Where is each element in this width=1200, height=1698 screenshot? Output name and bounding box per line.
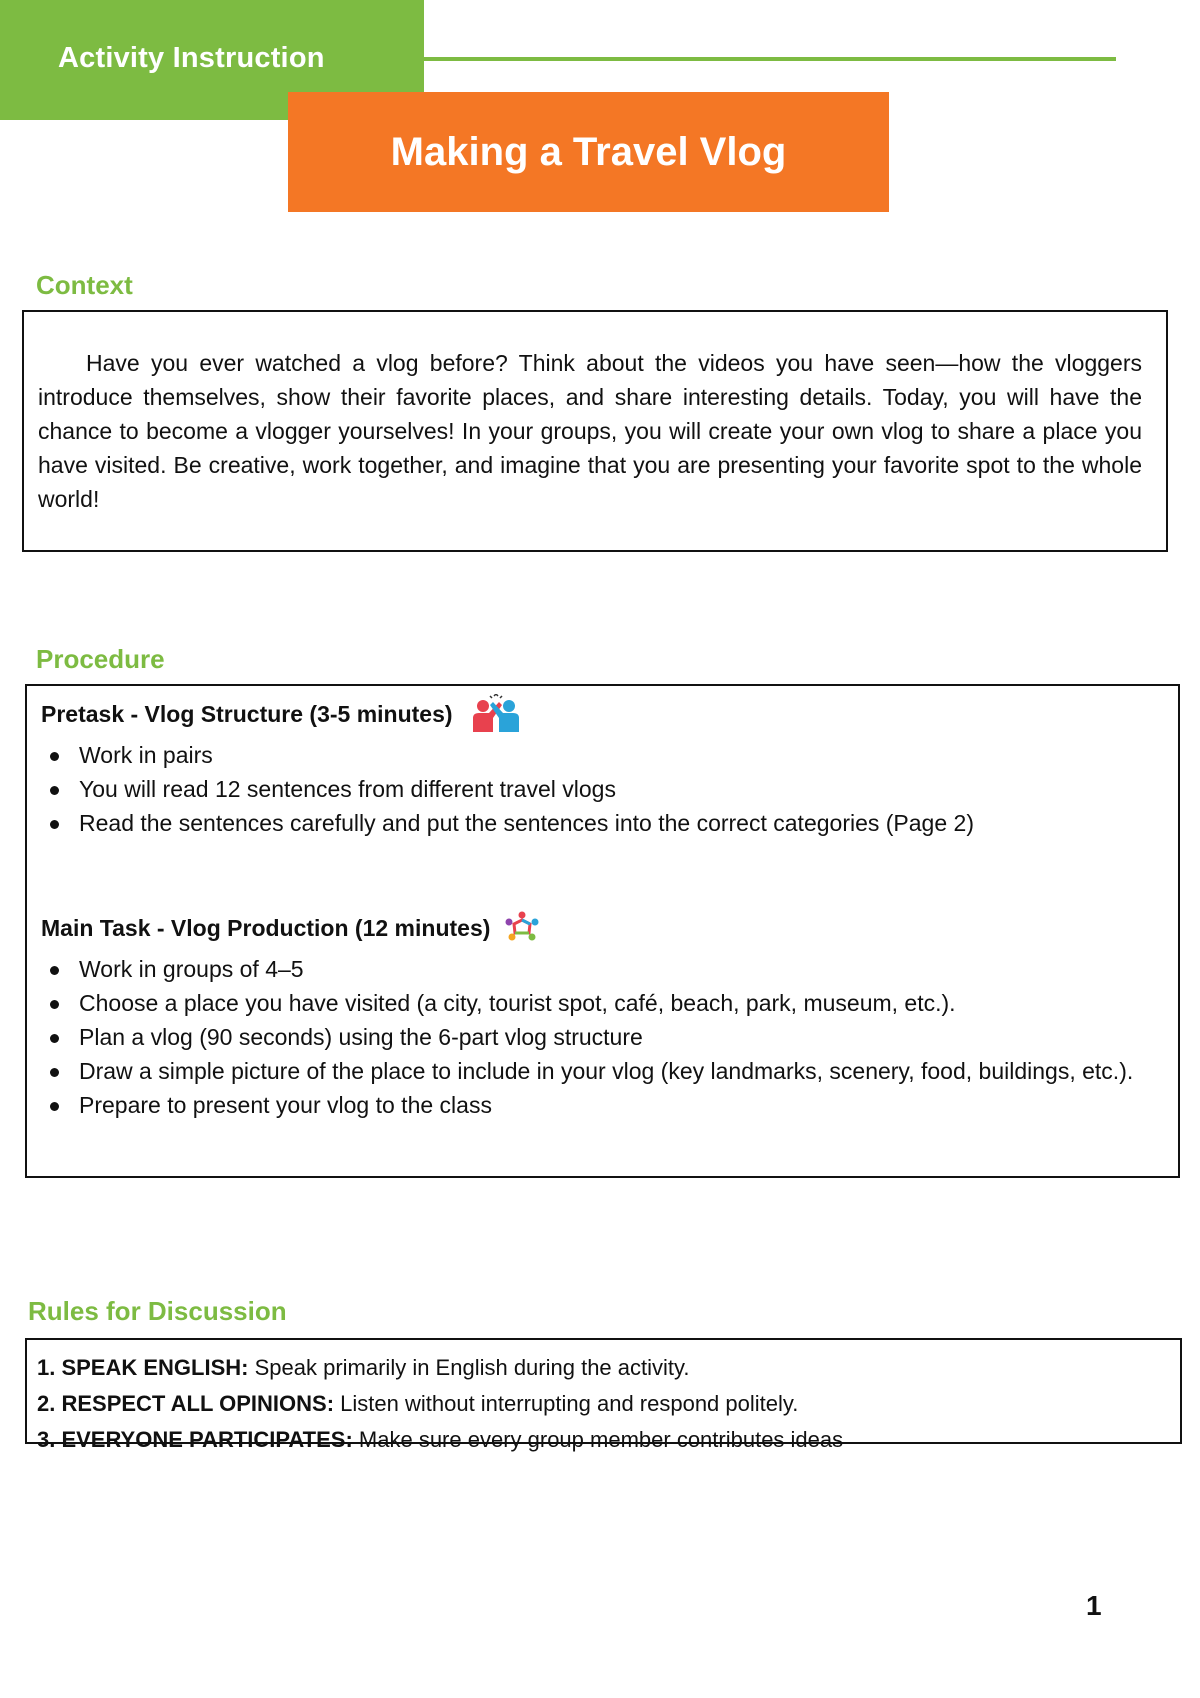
activity-instruction-label: Activity Instruction [58, 42, 325, 74]
rule-text: Listen without interrupting and respond politely. [334, 1391, 799, 1416]
context-box [22, 310, 1168, 552]
main-task-title [41, 908, 1158, 948]
procedure-heading: Procedure [36, 644, 165, 674]
context-heading: Context [36, 270, 133, 300]
rule-item [37, 1386, 1170, 1422]
rule-text: Make sure every group member contributes ideas [352, 1427, 844, 1452]
list-item: Choose a place you have visited (a city, tourist spot, café, beach, park, museum, etc.). [41, 986, 1158, 1020]
list-item: You will read 12 sentences from different travel vlogs [41, 772, 1158, 806]
pretask-title [41, 694, 1158, 734]
pair-high-five-icon [467, 694, 525, 734]
procedure-box [25, 684, 1180, 1178]
rule-item [37, 1422, 1170, 1458]
rule-label: 1. SPEAK ENGLISH: [37, 1355, 249, 1380]
list-item: Plan a vlog (90 seconds) using the 6-part vlog structure [41, 1020, 1158, 1054]
group-circle-icon [504, 910, 540, 946]
context-text: Have you ever watched a vlog before? Think about the videos you have seen—how the vloggers introduce themselves, show their favorite places, and share interesting details. Today, you will have the chance to become a vlogger yourselves! In your groups, you will create your own vlog to share a place you have visited. Be creative, work together, and imagine that you are presenting your favorite spot to the whole world! [38, 350, 1142, 512]
main-task-list [41, 952, 1158, 1122]
page-title: Making a Travel Vlog [390, 129, 787, 174]
list-item: Work in pairs [41, 738, 1158, 772]
page-number: 1 [1086, 1590, 1102, 1621]
list-item: Read the sentences carefully and put the sentences into the correct categories (Page 2) [41, 806, 1158, 840]
rule-item [37, 1350, 1170, 1386]
rules-box [25, 1338, 1182, 1452]
rule-label: 2. RESPECT ALL OPINIONS: [37, 1391, 335, 1416]
rule-text: Speak primarily in English during the activity. [248, 1355, 690, 1380]
list-item: Draw a simple picture of the place to include in your vlog (key landmarks, scenery, food, buildings, etc.). [41, 1054, 1158, 1088]
list-item: Prepare to present your vlog to the class [41, 1088, 1158, 1122]
page-title-banner [288, 92, 889, 212]
list-item: Work in groups of 4–5 [41, 952, 1158, 986]
rules-heading: Rules for Discussion [28, 1296, 287, 1326]
pretask-list [41, 738, 1158, 840]
rule-label: 3. EVERYONE PARTICIPATES: [37, 1427, 353, 1452]
header-divider [424, 57, 1116, 61]
pretask-title-text: Pretask - Vlog Structure (3-5 minutes) [41, 700, 453, 727]
main-task-title-text: Main Task - Vlog Production (12 minutes) [41, 914, 491, 941]
